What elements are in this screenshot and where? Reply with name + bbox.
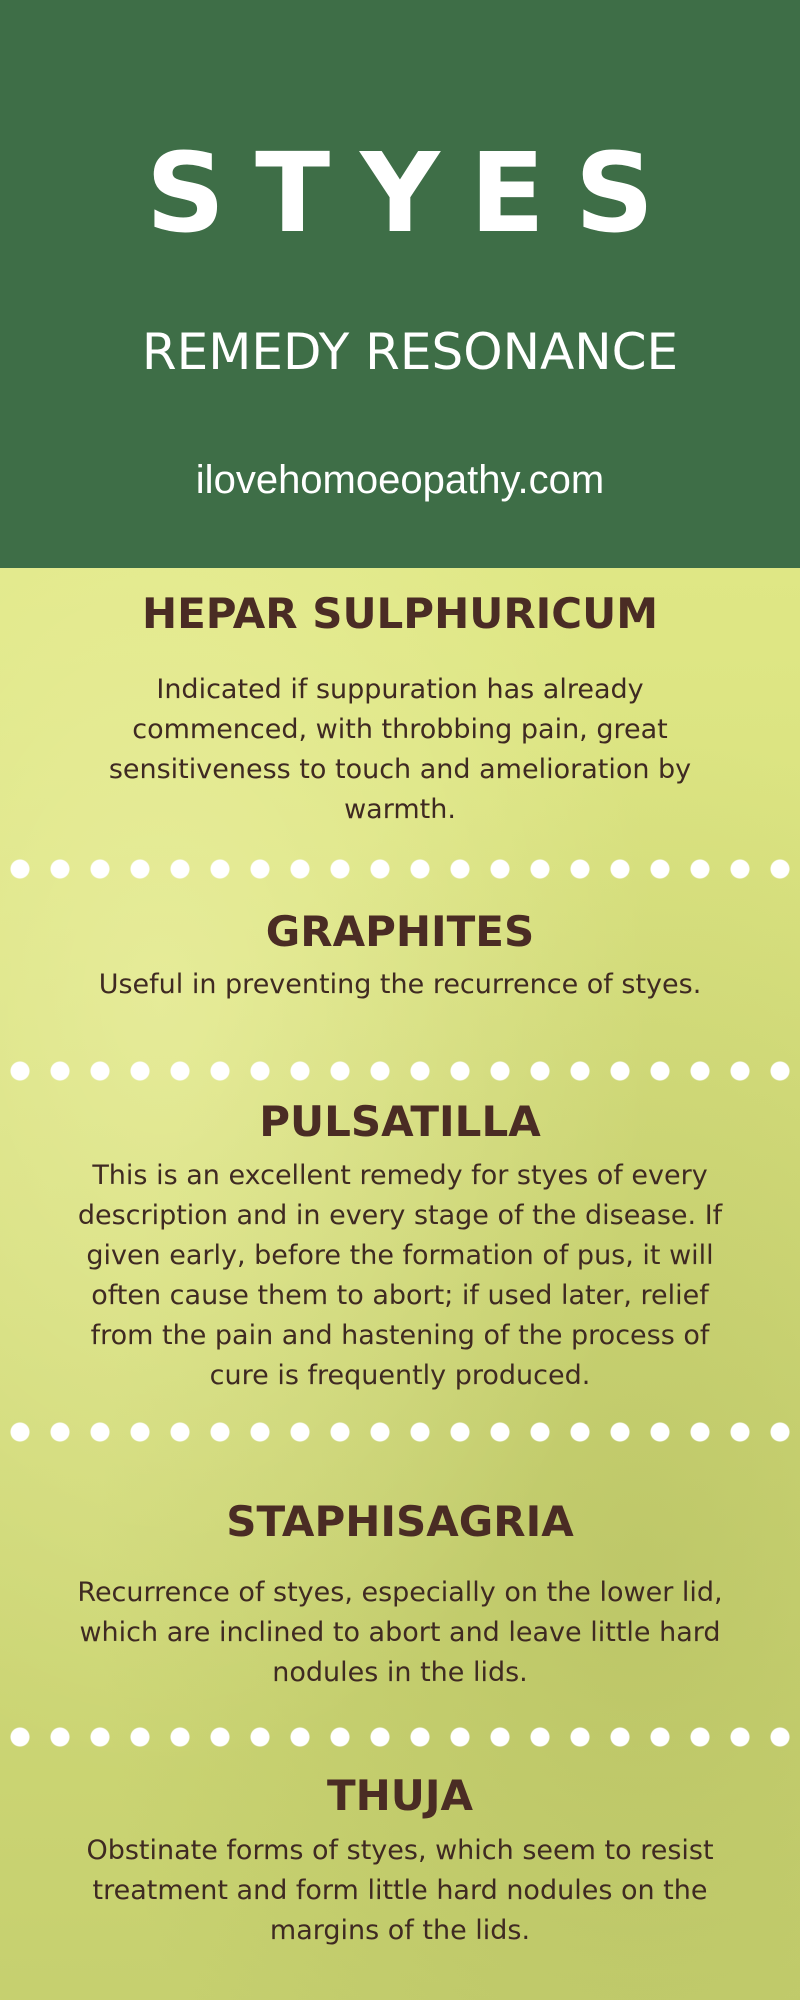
remedy-title: HEPAR SULPHURICUM [141, 589, 659, 638]
remedy-description: Indicated if suppuration has already commenced, with throbbing pain, great sensitiveness to touch and amelioration by warmth. [108, 674, 692, 825]
remedy-description: Obstinate forms of styes, which seem to resist treatment and form little hard nodules on the margins of the lids. [86, 1835, 714, 1946]
content-area [0, 568, 800, 2000]
page-subtitle: REMEDY RESONANCE [141, 323, 679, 381]
dotted-divider [0, 1420, 800, 1444]
remedy-description: This is an excellent remedy for styes of every description and in every stage of the disease. If given early, before the formation of pus, it will often cause them to abort; if used later, relief from the pain and hastening of the process of cure is frequently produced. [77, 1160, 723, 1391]
page-title: STYES [145, 129, 685, 257]
header-banner [0, 0, 800, 568]
remedy-title: STAPHISAGRIA [226, 1497, 574, 1546]
remedy-title: THUJA [326, 1771, 474, 1820]
dotted-divider [0, 1059, 800, 1083]
dotted-divider [0, 1725, 800, 1749]
site-name: ilovehomoeopathy.com [195, 458, 605, 502]
remedy-description: Recurrence of styes, especially on the lower lid, which are inclined to abort and leave little hard nodules in the lids. [77, 1577, 723, 1688]
remedy-title: GRAPHITES [265, 907, 535, 956]
remedy-title: PULSATILLA [259, 1097, 541, 1146]
remedy-description: Useful in preventing the recurrence of styes. [98, 969, 702, 1000]
dotted-divider [0, 857, 800, 881]
